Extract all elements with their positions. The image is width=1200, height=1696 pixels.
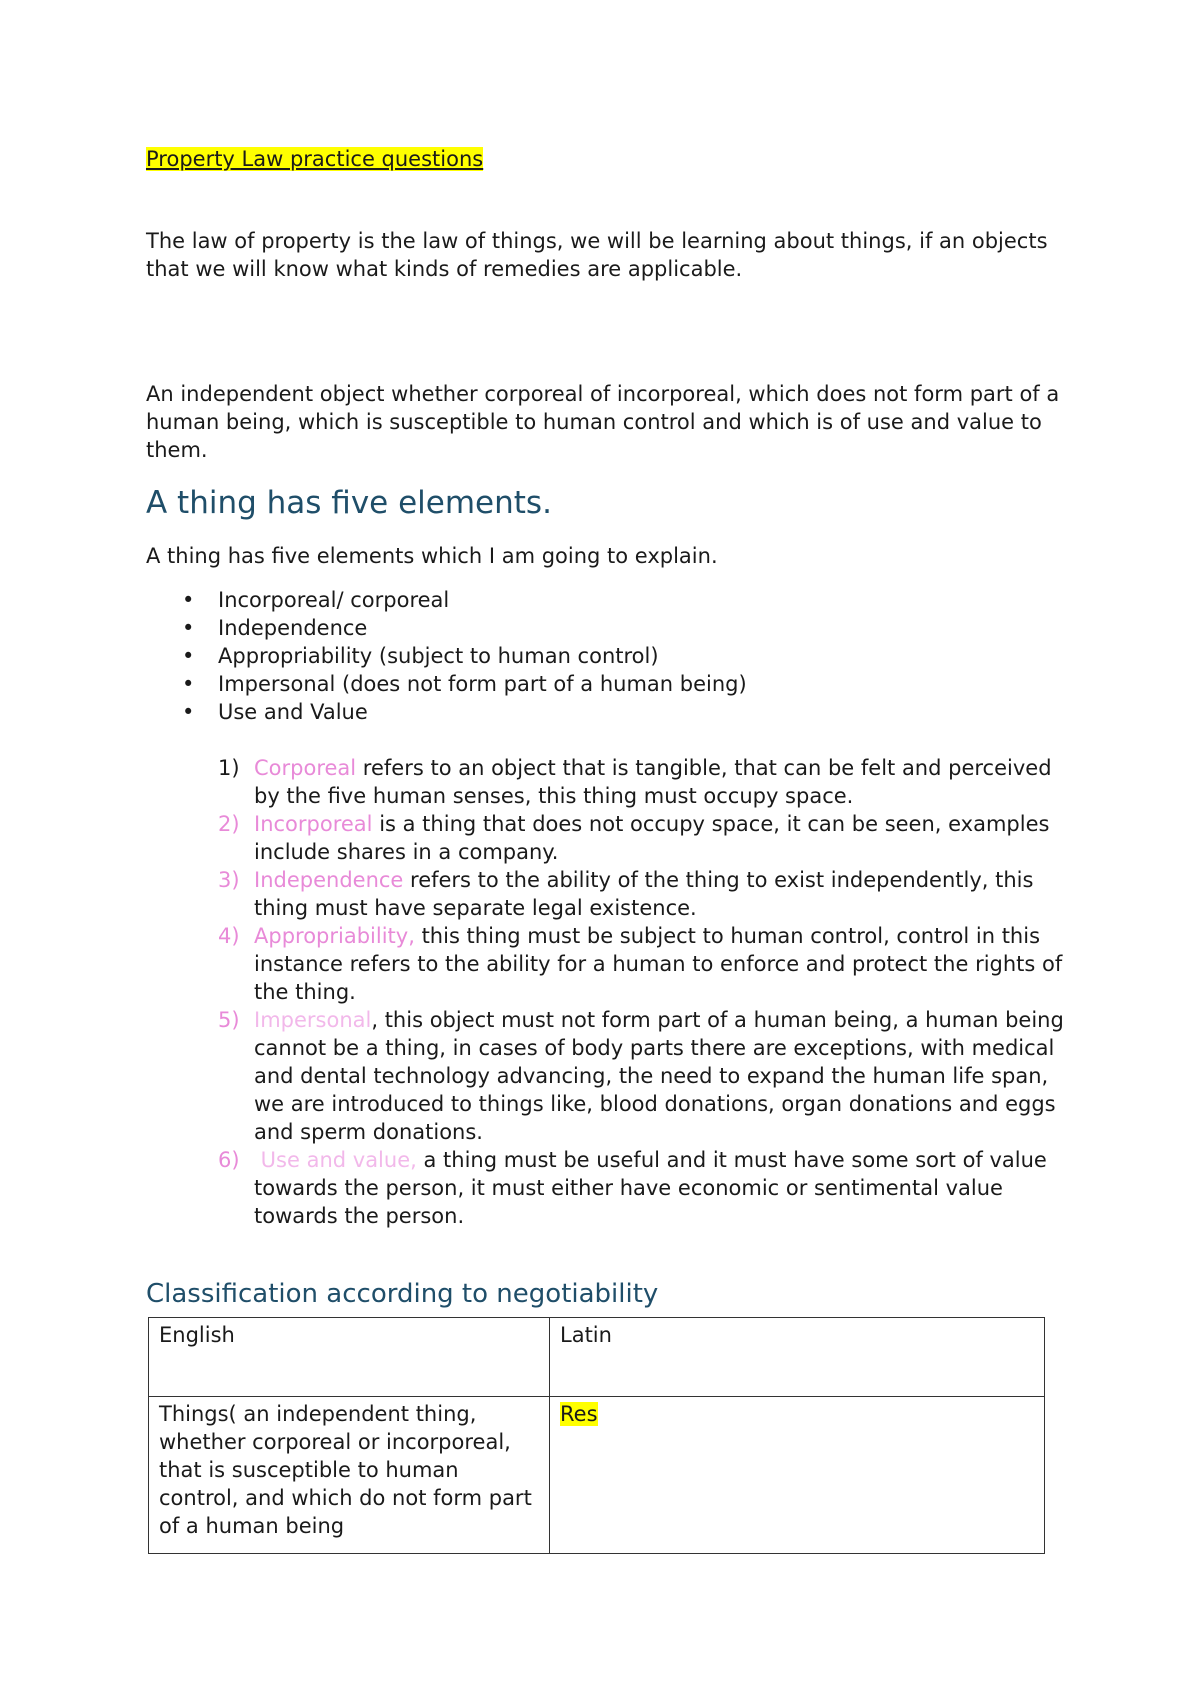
heading-five-elements: A thing has five elements. bbox=[146, 485, 552, 521]
numbered-item bbox=[146, 754, 1076, 810]
item-text: refers to an object that is tangible, that can be felt and perceived by the five human senses, this thing must occupy space. bbox=[254, 756, 1052, 808]
table-header-cell: Latin bbox=[550, 1318, 1045, 1397]
bullet-icon: • bbox=[182, 616, 195, 640]
bullet-icon: • bbox=[182, 672, 195, 696]
item-number: 4) bbox=[218, 924, 240, 948]
numbered-item bbox=[146, 810, 1076, 866]
bullet-item bbox=[146, 586, 747, 614]
elements-bullet-list bbox=[146, 586, 747, 726]
table-cell: Things( an independent thing, whether corporeal or incorporeal, that is susceptible to human control, and which do not form part of a human being bbox=[149, 1397, 550, 1554]
definition-paragraph: An independent object whether corporeal of incorporeal, which does not form part of a human being, which is susceptible to human control and which is of use and value to them. bbox=[146, 382, 1060, 462]
item-text: a thing must be useful and it must have some sort of value towards the person, it must either have economic or sentimental value towards the person. bbox=[254, 1148, 1047, 1228]
table-row bbox=[149, 1397, 1045, 1554]
item-number: 5) bbox=[218, 1008, 240, 1032]
table-header-row bbox=[149, 1318, 1045, 1397]
item-text: this thing must be subject to human control, control in this instance refers to the ability for a human to enforce and protect the rights of the thing. bbox=[254, 924, 1063, 1004]
bullet-text: Appropriability (subject to human control) bbox=[218, 644, 659, 668]
item-term: Impersonal bbox=[254, 1008, 372, 1032]
item-term: Appropriability, bbox=[254, 924, 415, 948]
numbered-item bbox=[146, 1006, 1076, 1146]
numbered-item bbox=[146, 922, 1076, 1006]
bullet-text: Independence bbox=[218, 616, 368, 640]
intro-paragraph: The law of property is the law of things, we will be learning about things, if an objects that we will know what kinds of remedies are applicable. bbox=[146, 229, 1048, 281]
bullet-item bbox=[146, 670, 747, 698]
bullet-icon: • bbox=[182, 588, 195, 612]
numbered-item bbox=[146, 1146, 1076, 1230]
lead-paragraph: A thing has five elements which I am going to explain. bbox=[146, 544, 718, 568]
bullet-item bbox=[146, 642, 747, 670]
highlighted-term: Res bbox=[560, 1402, 598, 1426]
numbered-item bbox=[146, 866, 1076, 922]
item-term: Independence bbox=[254, 868, 404, 892]
item-number: 3) bbox=[218, 868, 240, 892]
item-text: is a thing that does not occupy space, it can be seen, examples include shares in a company. bbox=[254, 812, 1050, 864]
title-highlight: Property Law practice questions bbox=[146, 147, 484, 171]
item-number: 1) bbox=[218, 756, 240, 780]
item-text: , this object must not form part of a human being, a human being cannot be a thing, in cases of body parts there are exceptions, with medical and dental technology advancing, the need to expand the human life span, we are introduced to things like, blood donations, organ donations and eggs and sperm donations. bbox=[254, 1008, 1064, 1144]
bullet-text: Use and Value bbox=[218, 700, 368, 724]
bullet-item bbox=[146, 698, 747, 726]
document-title bbox=[146, 144, 483, 174]
elements-numbered-list bbox=[146, 754, 1076, 1230]
heading-negotiability: Classification according to negotiability bbox=[146, 1279, 659, 1309]
item-term: Incorporeal bbox=[254, 812, 373, 836]
bullet-text: Impersonal (does not form part of a human being) bbox=[218, 672, 747, 696]
item-number: 2) bbox=[218, 812, 240, 836]
negotiability-table bbox=[148, 1317, 1045, 1554]
item-term: Corporeal bbox=[254, 756, 357, 780]
item-text: refers to the ability of the thing to exist independently, this thing must have separate legal existence. bbox=[254, 868, 1034, 920]
item-term: Use and value, bbox=[254, 1148, 417, 1172]
bullet-item bbox=[146, 614, 747, 642]
bullet-text: Incorporeal/ corporeal bbox=[218, 588, 450, 612]
bullet-icon: • bbox=[182, 644, 195, 668]
table-cell bbox=[550, 1397, 1045, 1554]
item-number: 6) bbox=[218, 1148, 240, 1172]
table-header-cell: English bbox=[149, 1318, 550, 1397]
bullet-icon: • bbox=[182, 700, 195, 724]
